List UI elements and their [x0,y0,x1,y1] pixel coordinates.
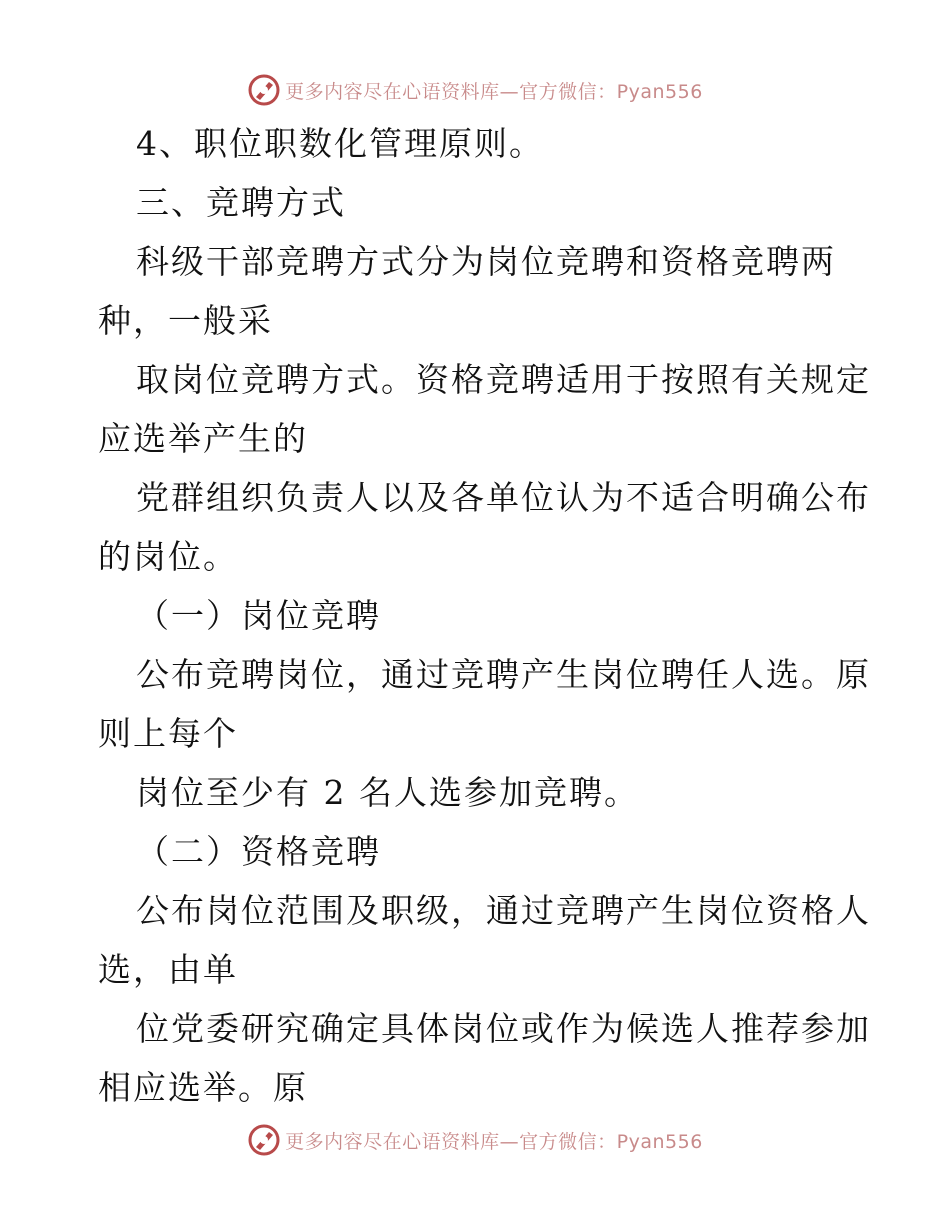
body-line: 位党委研究确定具体岗位或作为候选人推荐参加 [136,1009,871,1048]
footer-watermark-banner [0,1120,950,1160]
footer-watermark-text: 更多内容尽在心语资料库—官方微信：Pyan556 [285,1130,703,1153]
body-line: 选，由单 [98,950,238,989]
pen-logo-icon [247,73,281,107]
pen-logo-icon [247,1123,281,1157]
body-line: 党群组织负责人以及各单位认为不适合明确公布 [136,478,871,517]
body-line: 的岗位。 [98,537,238,576]
body-line: 取岗位竞聘方式。资格竞聘适用于按照有关规定 [136,360,871,399]
body-line: 相应选举。原 [98,1068,308,1107]
body-line: 则上每个 [98,714,238,753]
body-line: 公布岗位范围及职级，通过竞聘产生岗位资格人 [136,891,871,930]
subsection-heading: （一）岗位竞聘 [136,596,381,635]
body-line: 种，一般采 [98,301,273,340]
body-line: 岗位至少有 2 名人选参加竞聘。 [136,773,639,812]
header-watermark-text: 更多内容尽在心语资料库—官方微信：Pyan556 [285,80,703,103]
section-heading: 三、竞聘方式 [136,183,346,222]
body-line: 应选举产生的 [98,419,308,458]
body-line: 科级干部竞聘方式分为岗位竞聘和资格竞聘两 [136,242,836,281]
header-watermark-banner [0,70,950,110]
body-line: 4、职位职数化管理原则。 [136,124,544,163]
body-line: 公布竞聘岗位，通过竞聘产生岗位聘任人选。原 [136,655,871,694]
subsection-heading: （二）资格竞聘 [136,832,381,871]
